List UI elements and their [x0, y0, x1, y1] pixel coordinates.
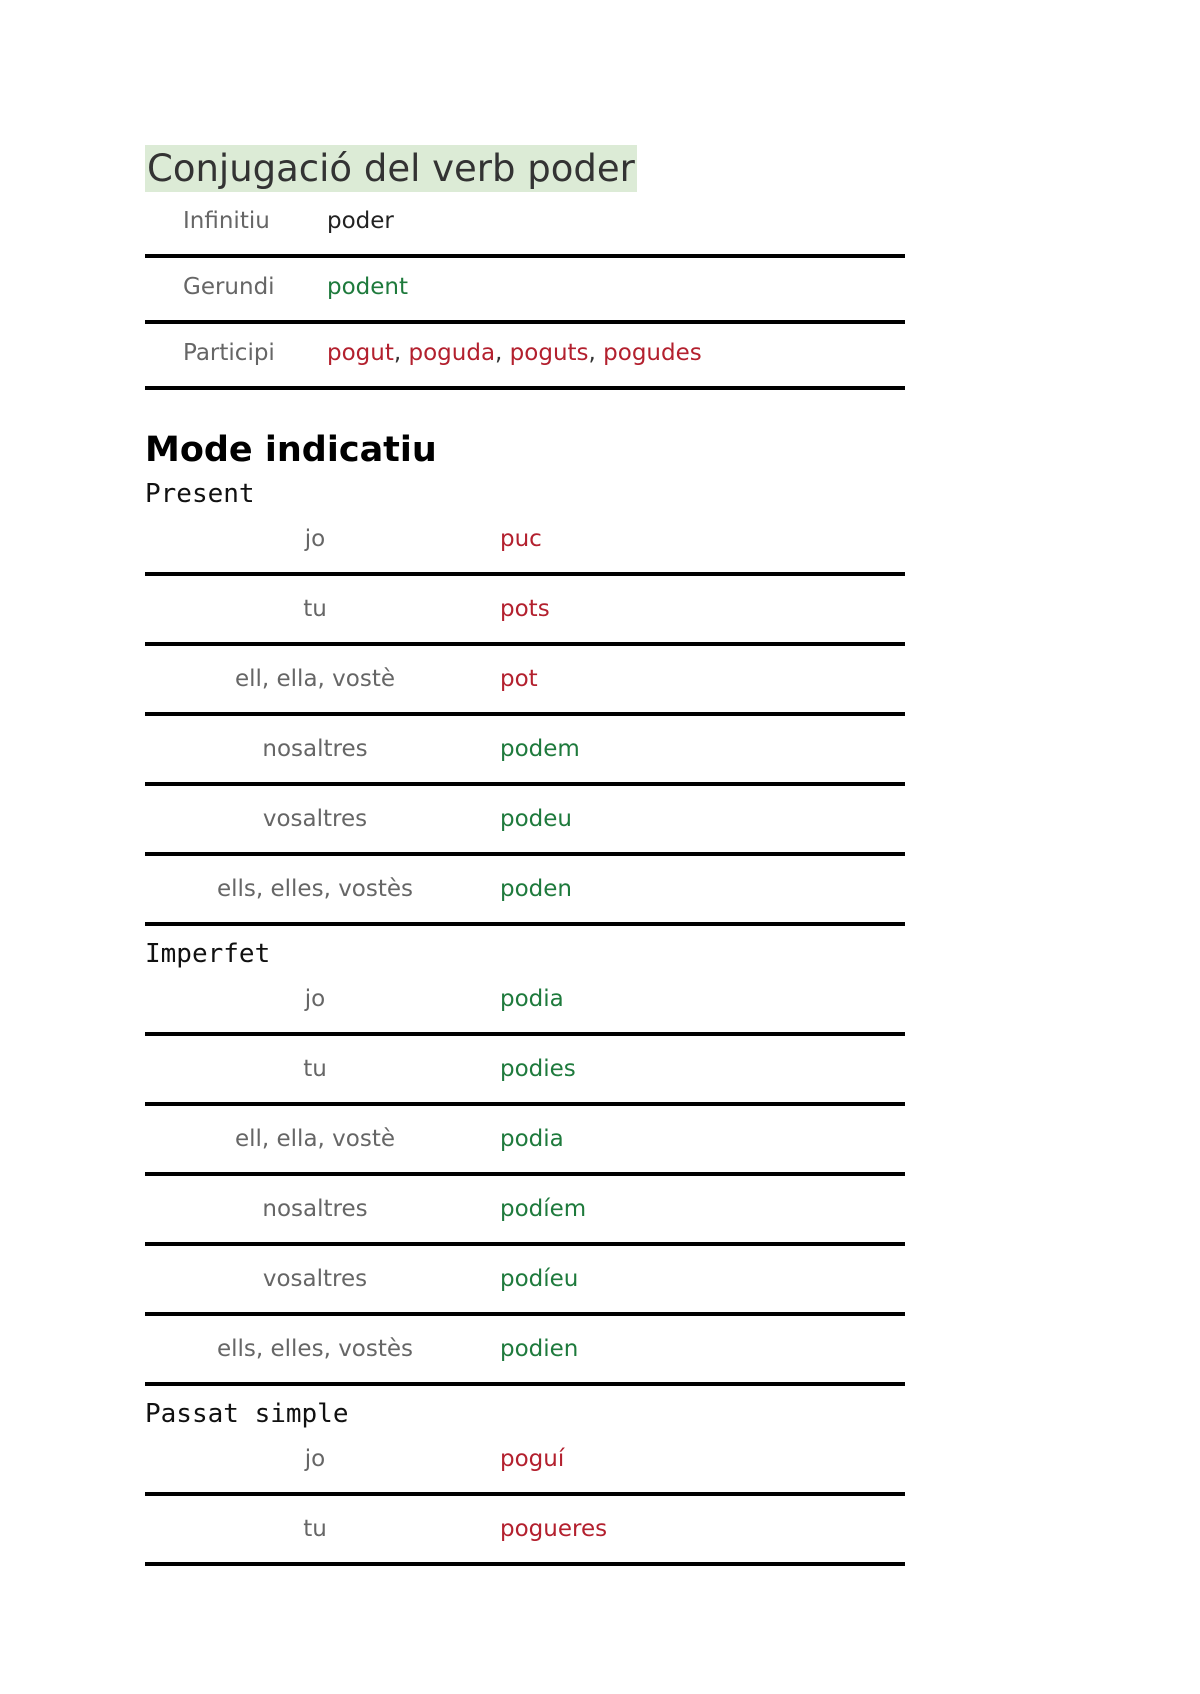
pronoun: jo	[304, 986, 326, 1012]
verb-form: podien	[500, 1336, 579, 1362]
pronoun: ells, elles, vostès	[216, 876, 414, 902]
verb-form: pots	[500, 596, 550, 622]
verb-form: podem	[500, 736, 580, 762]
verb-form: podies	[500, 1056, 576, 1082]
gerund-row	[145, 258, 905, 324]
pronoun: ells, elles, vostès	[216, 1336, 414, 1362]
participle-values	[327, 340, 702, 366]
gerund-value: podent	[327, 274, 409, 300]
pronoun: nosaltres	[262, 736, 368, 762]
verb-form: pogueres	[500, 1516, 608, 1542]
verb-form: poguí	[500, 1446, 565, 1472]
conjugation-row	[145, 576, 905, 646]
participle-fem-plural: pogudes	[603, 340, 702, 366]
verb-form: puc	[500, 526, 542, 552]
conjugation-row	[145, 856, 905, 926]
gerund-label: Gerundi	[183, 274, 275, 300]
verb-form: podíem	[500, 1196, 587, 1222]
conjugation-row	[145, 1430, 905, 1496]
conjugation-row	[145, 1176, 905, 1246]
conjugation-row	[145, 970, 905, 1036]
pronoun: vosaltres	[262, 806, 368, 832]
participle-row	[145, 324, 905, 390]
verb-forms-table	[145, 196, 905, 390]
pronoun: tu	[303, 1056, 327, 1082]
conjugation-row	[145, 510, 905, 576]
participle-separator: ,	[588, 340, 596, 366]
pronoun: ell, ella, vostè	[234, 1126, 396, 1152]
page-title: Conjugació del verb poder	[147, 147, 635, 190]
conjugation-row	[145, 1036, 905, 1106]
mode-heading: Mode indicatiu	[145, 430, 437, 470]
verb-form: podia	[500, 986, 564, 1012]
conjugation-row	[145, 1246, 905, 1316]
tense-section-imperfet	[145, 938, 905, 1386]
pronoun: tu	[303, 596, 327, 622]
conjugation-row	[145, 1496, 905, 1566]
tense-heading: Imperfet	[145, 939, 271, 969]
pronoun: tu	[303, 1516, 327, 1542]
pronoun: ell, ella, vostè	[234, 666, 396, 692]
verb-form: pot	[500, 666, 538, 692]
verb-form: podeu	[500, 806, 572, 832]
participle-separator: ,	[495, 340, 503, 366]
participle-masc-sing: pogut	[327, 340, 394, 366]
participle-fem-sing: poguda	[408, 340, 496, 366]
infinitive-label: Infinitiu	[183, 208, 270, 234]
pronoun: vosaltres	[262, 1266, 368, 1292]
conjugation-row	[145, 1106, 905, 1176]
conjugation-row	[145, 1316, 905, 1386]
verb-form: poden	[500, 876, 572, 902]
verb-form: podia	[500, 1126, 564, 1152]
conjugation-row	[145, 716, 905, 786]
conjugation-row	[145, 786, 905, 856]
tense-heading: Passat simple	[145, 1399, 349, 1429]
infinitive-row	[145, 196, 905, 258]
pronoun: jo	[304, 526, 326, 552]
pronoun: nosaltres	[262, 1196, 368, 1222]
pronoun: jo	[304, 1446, 326, 1472]
conjugation-row	[145, 646, 905, 716]
verb-form: podíeu	[500, 1266, 579, 1292]
participle-masc-plural: poguts	[509, 340, 589, 366]
participle-label: Participi	[183, 340, 275, 366]
infinitive-value: poder	[327, 208, 394, 234]
tense-section-passat-simple	[145, 1398, 905, 1566]
tense-section-present	[145, 478, 905, 926]
tense-heading: Present	[145, 479, 255, 509]
participle-separator: ,	[393, 340, 402, 366]
